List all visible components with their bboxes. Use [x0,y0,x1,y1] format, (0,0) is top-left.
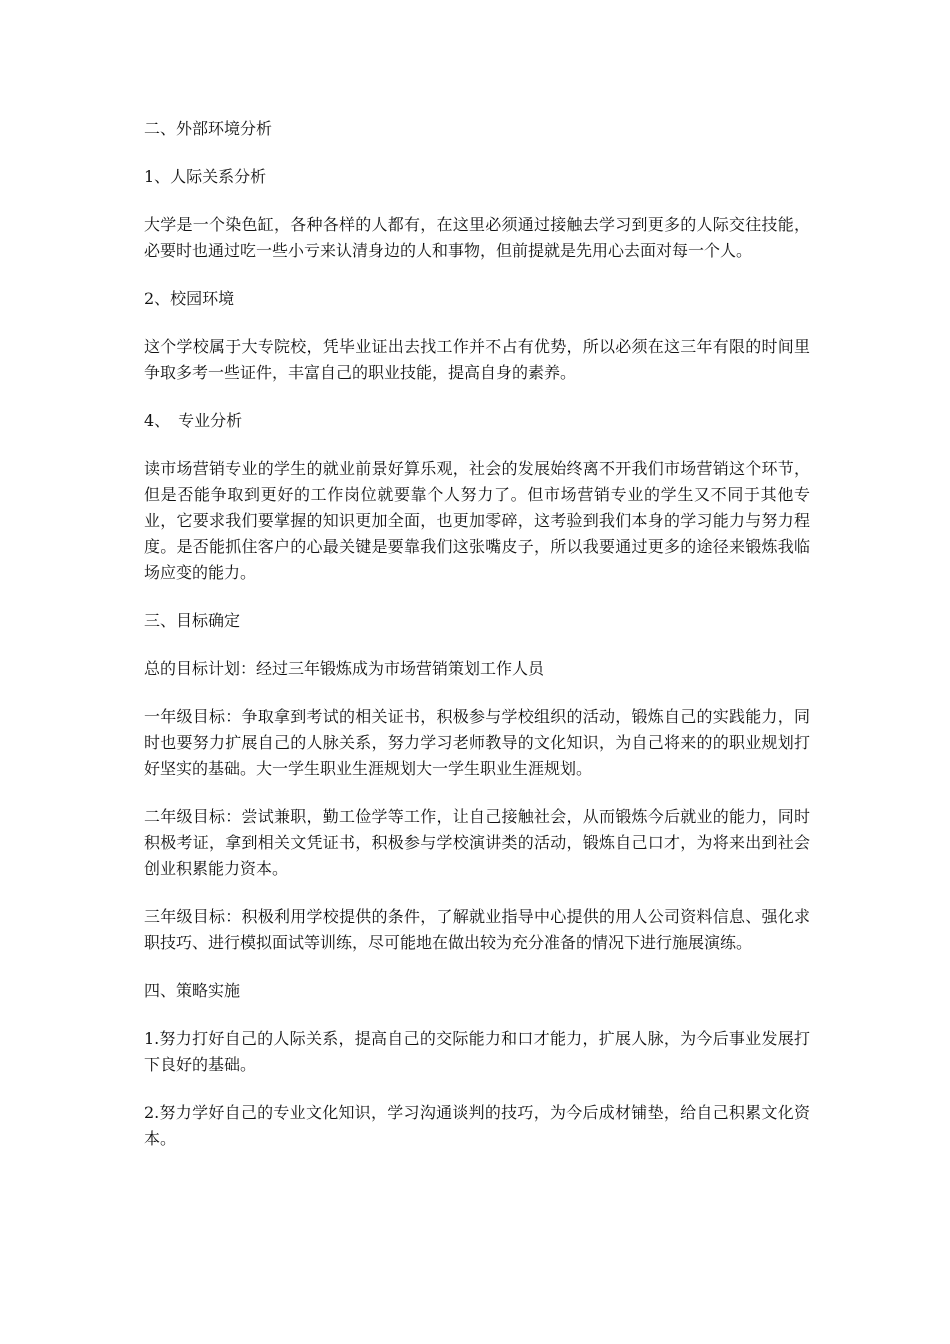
paragraph-interpersonal: 大学是一个染色缸，各种各样的人都有，在这里必须通过接触去学习到更多的人际交往技能，必要时也通过吃一些小亏来认清身边的人和事物，但前提就是先用心去面对每一个人。 [144,215,810,260]
paragraph-major: 读市场营销专业的学生的就业前景好算乐观，社会的发展始终离不开我们市场营销这个环节，但是否能争取到更好的工作岗位就要靠个人努力了。但市场营销专业的学生又不同于其他专业，它要求我们要掌握的知识更加全面，也更加零碎，这考验到我们本身的学习能力与努力程度。是否能抓住客户的心最关键是要靠我们这张嘴皮子，所以我要通过更多的途径来锻炼我临场应变的能力。 [144,459,810,582]
document-page [144,116,810,1174]
section-heading-external-environment: 二、外部环境分析 [144,119,273,138]
paragraph-year1-goal: 一年级目标：争取拿到考试的相关证书，积极参与学校组织的活动，锻炼自己的实践能力，同时也要努力扩展自己的人脉关系，努力学习老师教导的文化知识，为自己将来的的职业规划打好坚实的基础。大一学生职业生涯规划大一学生职业生涯规划。 [144,707,810,778]
paragraph-strategy-1: 1.努力打好自己的人际关系，提高自己的交际能力和口才能力，扩展人脉，为今后事业发展打下良好的基础。 [144,1029,810,1074]
section-heading-goals: 三、目标确定 [144,611,241,630]
subheading-interpersonal: 1、人际关系分析 [144,167,267,186]
subheading-major: 4、 专业分析 [144,411,243,430]
paragraph-strategy-2: 2.努力学好自己的专业文化知识，学习沟通谈判的技巧，为今后成材铺垫，给自己积累文化资本。 [144,1103,810,1148]
paragraph-overall-goal: 总的目标计划：经过三年锻炼成为市场营销策划工作人员 [144,659,545,678]
section-heading-strategy: 四、策略实施 [144,981,241,1000]
paragraph-year2-goal: 二年级目标：尝试兼职，勤工俭学等工作，让自己接触社会，从而锻炼今后就业的能力，同时积极考证，拿到相关文凭证书，积极参与学校演讲类的活动，锻炼自己口才，为将来出到社会创业积累能力资本。 [144,807,810,878]
paragraph-campus: 这个学校属于大专院校，凭毕业证出去找工作并不占有优势，所以必须在这三年有限的时间里争取多考一些证件，丰富自己的职业技能，提高自身的素养。 [144,337,810,382]
paragraph-year3-goal: 三年级目标：积极利用学校提供的条件，了解就业指导中心提供的用人公司资料信息、强化求职技巧、进行模拟面试等训练，尽可能地在做出较为充分准备的情况下进行施展演练。 [144,907,810,952]
subheading-campus: 2、校园环境 [144,289,235,308]
